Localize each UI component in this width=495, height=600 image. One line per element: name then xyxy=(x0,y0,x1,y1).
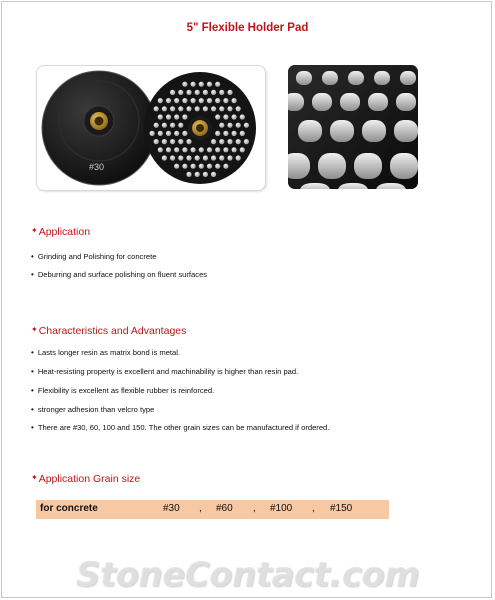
segment-dot xyxy=(178,90,183,95)
segment-dot xyxy=(166,114,171,119)
watermark-logo: StoneContact.com xyxy=(75,555,420,595)
segment-dot xyxy=(227,90,232,95)
segment-dot xyxy=(244,139,249,144)
closeup-segment xyxy=(296,71,312,85)
segment-dot xyxy=(191,98,196,103)
segment-dot xyxy=(215,147,220,152)
segment-dot xyxy=(182,114,187,119)
segment-dot xyxy=(150,131,155,136)
segment-dot xyxy=(166,98,171,103)
closeup-segment xyxy=(400,71,416,85)
segment-dot xyxy=(186,139,191,144)
segment-dot xyxy=(240,114,245,119)
segment-dot xyxy=(174,147,179,152)
segment-dot xyxy=(186,172,191,177)
segment-dot xyxy=(215,114,220,119)
segment-dot xyxy=(158,131,163,136)
segment-dot xyxy=(174,131,179,136)
closeup-segment xyxy=(322,71,338,85)
star-icon: ✦ xyxy=(31,226,38,235)
segment-dot xyxy=(170,155,175,160)
closeup-segment xyxy=(348,71,364,85)
segment-dot xyxy=(186,90,191,95)
bullet-icon: • xyxy=(31,252,34,261)
segment-dot xyxy=(166,131,171,136)
segment-dot xyxy=(166,147,171,152)
characteristics-item: • Lasts longer resin as matrix bond is metal. xyxy=(31,348,181,357)
segment-dot xyxy=(211,90,216,95)
grain-separator: , xyxy=(253,503,256,514)
segment-dot xyxy=(211,155,216,160)
segment-dot xyxy=(240,131,245,136)
segment-dot xyxy=(236,106,241,111)
bullet-icon: • xyxy=(31,423,34,432)
segment-dot xyxy=(182,147,187,152)
segment-dot xyxy=(207,147,212,152)
application-item: • Grinding and Polishing for concrete xyxy=(31,252,157,261)
segment-dot xyxy=(170,139,175,144)
segment-dot xyxy=(178,123,183,128)
segment-dot xyxy=(182,164,187,169)
closeup-segment xyxy=(390,153,418,179)
segment-dot xyxy=(223,98,228,103)
segment-dot xyxy=(162,123,167,128)
grain-heading: ✦Application Grain size xyxy=(31,473,141,485)
segment-dot xyxy=(223,131,228,136)
product-image-pads xyxy=(36,65,266,191)
segment-dot xyxy=(162,106,167,111)
segment-dot xyxy=(219,106,224,111)
segment-dot xyxy=(215,131,220,136)
segment-dot xyxy=(219,90,224,95)
segment-dot xyxy=(207,82,212,87)
segment-dot xyxy=(195,172,200,177)
characteristics-item: • Flexibility is excellent as flexible rubber is reinforced. xyxy=(31,386,215,395)
segment-dot xyxy=(199,164,204,169)
grain-value: #100 xyxy=(270,503,293,514)
segment-dot xyxy=(240,147,245,152)
segment-dot xyxy=(186,155,191,160)
segment-dot xyxy=(207,98,212,103)
segment-dot xyxy=(227,123,232,128)
segment-dot xyxy=(191,164,196,169)
closeup-segment xyxy=(288,153,310,179)
segment-dot xyxy=(232,114,237,119)
closeup-segment xyxy=(374,71,390,85)
grain-value: #60 xyxy=(216,503,233,514)
characteristics-heading: ✦Characteristics and Advantages xyxy=(31,325,187,337)
segment-dot xyxy=(223,147,228,152)
segment-dot xyxy=(199,98,204,103)
segment-dot xyxy=(174,164,179,169)
grain-separator: , xyxy=(312,503,315,514)
segment-dot xyxy=(174,114,179,119)
closeup-segment xyxy=(362,120,386,142)
segment-dot xyxy=(178,155,183,160)
segment-dot xyxy=(199,147,204,152)
segment-dot xyxy=(211,172,216,177)
segment-dot xyxy=(158,147,163,152)
closeup-segment xyxy=(340,93,360,111)
segment-dot xyxy=(182,131,187,136)
closeup-segment xyxy=(312,93,332,111)
segment-dot xyxy=(232,98,237,103)
segment-dot xyxy=(232,131,237,136)
closeup-segment xyxy=(396,93,416,111)
segment-dot xyxy=(207,164,212,169)
pad-grit-mark: #30 xyxy=(89,162,105,172)
segment-dot xyxy=(195,106,200,111)
closeup-segment xyxy=(288,93,304,111)
segment-dot xyxy=(219,139,224,144)
segment-dot xyxy=(236,155,241,160)
segment-dot xyxy=(182,82,187,87)
star-icon: ✦ xyxy=(31,473,38,482)
segment-dot xyxy=(158,114,163,119)
bullet-icon: • xyxy=(31,367,34,376)
segment-dot xyxy=(170,106,175,111)
segment-dot xyxy=(232,147,237,152)
segment-dot xyxy=(227,106,232,111)
grain-value: #30 xyxy=(163,503,180,514)
segment-dot xyxy=(170,90,175,95)
segment-dot xyxy=(215,164,220,169)
closeup-illustration xyxy=(288,65,418,189)
segment-dot xyxy=(203,155,208,160)
segment-dot xyxy=(215,82,220,87)
characteristics-item: • There are #30, 60, 100 and 150. The other grain sizes can be manufactured if ordered. xyxy=(31,423,330,432)
grain-size-row xyxy=(36,500,389,519)
closeup-segment xyxy=(330,120,354,142)
application-item: • Deburring and surface polishing on fluent surfaces xyxy=(31,270,208,279)
bullet-icon: • xyxy=(31,270,34,279)
segment-dot xyxy=(178,106,183,111)
segment-dot xyxy=(186,106,191,111)
segment-dot xyxy=(154,123,159,128)
segment-dot xyxy=(170,123,175,128)
segment-dot xyxy=(203,172,208,177)
segment-dot xyxy=(211,139,216,144)
segment-dot xyxy=(203,106,208,111)
segment-dot xyxy=(219,123,224,128)
grain-value: #150 xyxy=(330,503,353,514)
characteristics-item: • stronger adhesion than velcro type xyxy=(31,405,155,414)
product-image-closeup xyxy=(288,65,418,189)
segment-dot xyxy=(223,164,228,169)
grain-row-label: for concrete xyxy=(40,503,98,514)
closeup-segment xyxy=(354,153,382,179)
segment-dot xyxy=(215,98,220,103)
segment-dot xyxy=(227,155,232,160)
characteristics-item: • Heat-resisting property is excellent and machinability is higher than resin pad. xyxy=(31,367,299,376)
segment-dot xyxy=(195,155,200,160)
segment-dot xyxy=(199,82,204,87)
segment-dot xyxy=(236,123,241,128)
closeup-segment xyxy=(394,120,418,142)
segment-dot xyxy=(211,106,216,111)
closeup-segment xyxy=(318,153,346,179)
application-heading: ✦Application xyxy=(31,226,91,238)
page-title: 5" Flexible Holder Pad xyxy=(186,22,309,34)
closeup-segment xyxy=(368,93,388,111)
segment-dot xyxy=(154,139,159,144)
pads-illustration xyxy=(37,66,265,190)
bullet-icon: • xyxy=(31,405,34,414)
segment-dot xyxy=(178,139,183,144)
segment-dot xyxy=(244,123,249,128)
segment-dot xyxy=(223,114,228,119)
bullet-icon: • xyxy=(31,348,34,357)
segment-dot xyxy=(158,98,163,103)
segment-dot xyxy=(191,82,196,87)
segment-dot xyxy=(182,98,187,103)
segment-dot xyxy=(236,139,241,144)
segment-dot xyxy=(203,90,208,95)
bullet-icon: • xyxy=(31,386,34,395)
star-icon: ✦ xyxy=(31,325,38,334)
segment-dot xyxy=(191,147,196,152)
segment-dot xyxy=(195,90,200,95)
closeup-segment xyxy=(298,120,322,142)
segment-dot xyxy=(174,98,179,103)
grain-separator: , xyxy=(199,503,202,514)
segment-dot xyxy=(219,155,224,160)
segment-dot xyxy=(154,106,159,111)
segment-dot xyxy=(162,139,167,144)
segment-dot xyxy=(227,139,232,144)
segment-dot xyxy=(162,155,167,160)
